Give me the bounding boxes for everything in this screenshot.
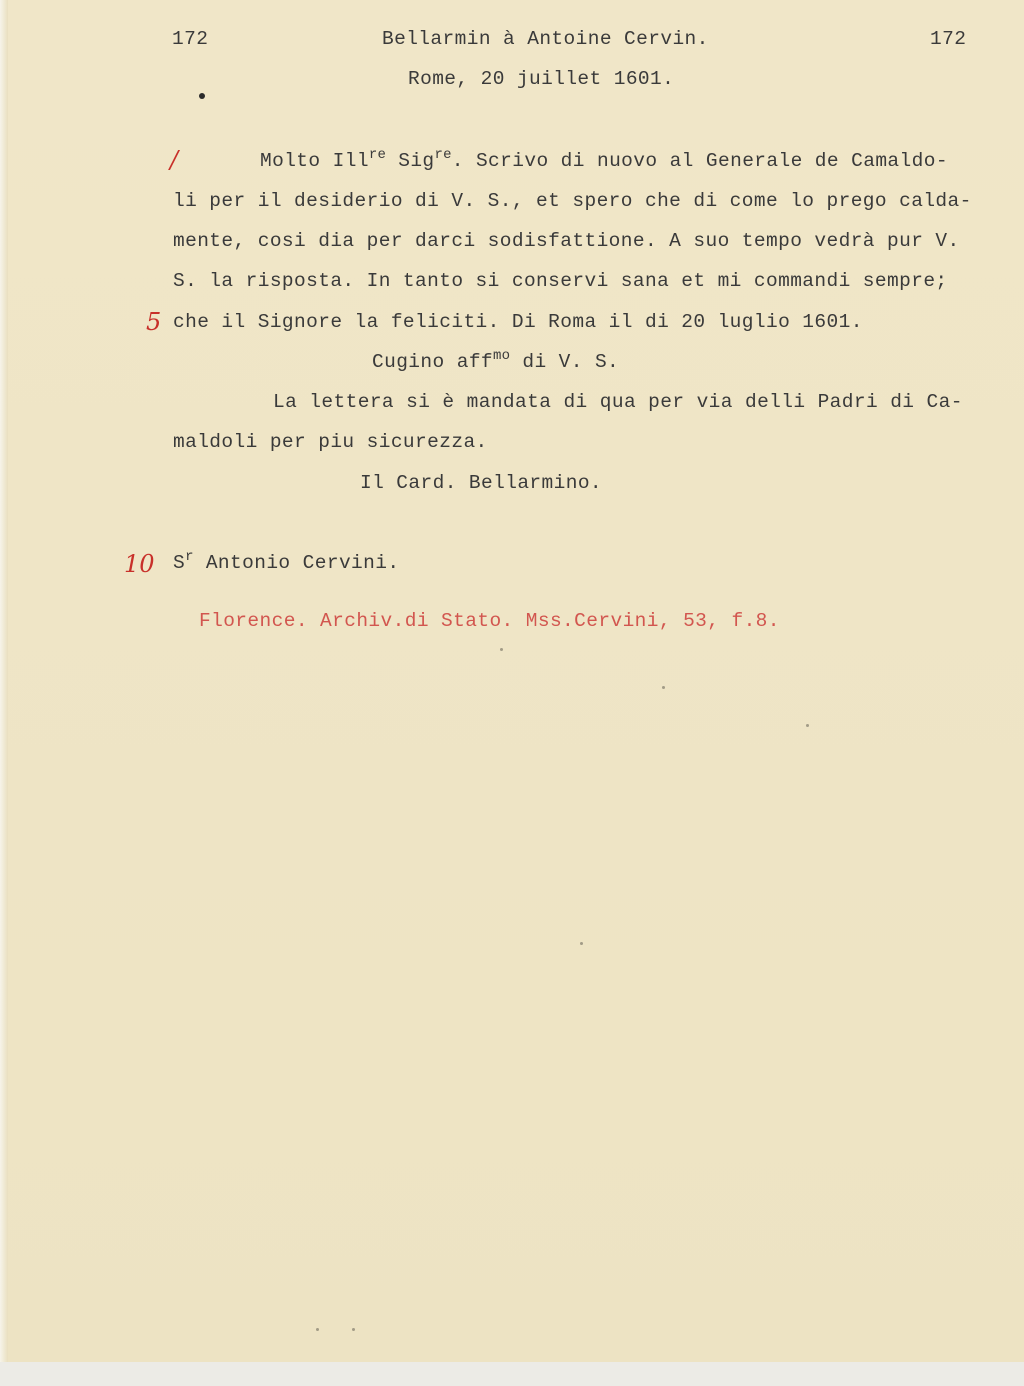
postscript-line-2: maldoli per piu sicurezza. <box>173 431 488 453</box>
paper-speck <box>352 1328 355 1331</box>
place-date: Rome, 20 juillet 1601. <box>408 68 675 90</box>
scan-bottom-margin <box>0 1362 1024 1386</box>
letter-line-1-rest: . Scrivo di nuovo al Generale de Camaldo- <box>451 150 948 172</box>
letter-line-2: li per il desiderio di V. S., et spero che di come lo prego calda- <box>173 190 972 212</box>
margin-mark-line-1: / <box>170 146 179 174</box>
letter-line-1 <box>260 147 948 174</box>
paper-left-edge <box>0 0 8 1362</box>
paper-speck <box>316 1328 319 1331</box>
letter-line-4: S. la risposta. In tanto si conservi sana et mi commandi sempre; <box>173 270 948 292</box>
source-citation: Florence. Archiv.di Stato. Mss.Cervini, 53, f.8. <box>199 610 780 632</box>
postscript-line-1: La lettera si è mandata di qua per via delli Padri di Ca- <box>273 391 963 413</box>
salutation-sup-2: re <box>434 147 452 163</box>
margin-mark-line-5: 5 <box>146 308 162 336</box>
salutation-pre: Molto Ill <box>260 150 369 172</box>
address-post: Antonio Cervini. <box>193 552 400 574</box>
address-line <box>173 549 400 576</box>
address-sup: r <box>185 549 194 565</box>
letter-line-3: mente, cosi dia per darci sodisfattione. A suo tempo vedrà pur V. <box>173 230 960 252</box>
salutation-mid: Sig <box>386 150 435 172</box>
closing-pre: Cugino aff <box>372 351 494 373</box>
closing-line <box>372 348 620 375</box>
address-pre: S <box>173 552 186 574</box>
closing-post: di V. S. <box>510 351 620 373</box>
page-number-right: 172 <box>930 28 967 50</box>
closing-sup: mo <box>493 348 511 364</box>
page-number-left: 172 <box>172 28 209 50</box>
letter-line-5: che il Signore la feliciti. Di Roma il di 20 luglio 1601. <box>173 311 863 333</box>
paper-speck <box>500 648 503 651</box>
signature: Il Card. Bellarmino. <box>360 472 603 494</box>
page-title: Bellarmin à Antoine Cervin. <box>382 28 709 50</box>
paper-speck <box>662 686 665 689</box>
paper-speck <box>580 942 583 945</box>
margin-mark-line-10: 10 <box>124 550 155 578</box>
paper-speck <box>806 724 809 727</box>
ink-dot-mark <box>199 93 205 99</box>
salutation-sup-1: re <box>368 147 387 163</box>
